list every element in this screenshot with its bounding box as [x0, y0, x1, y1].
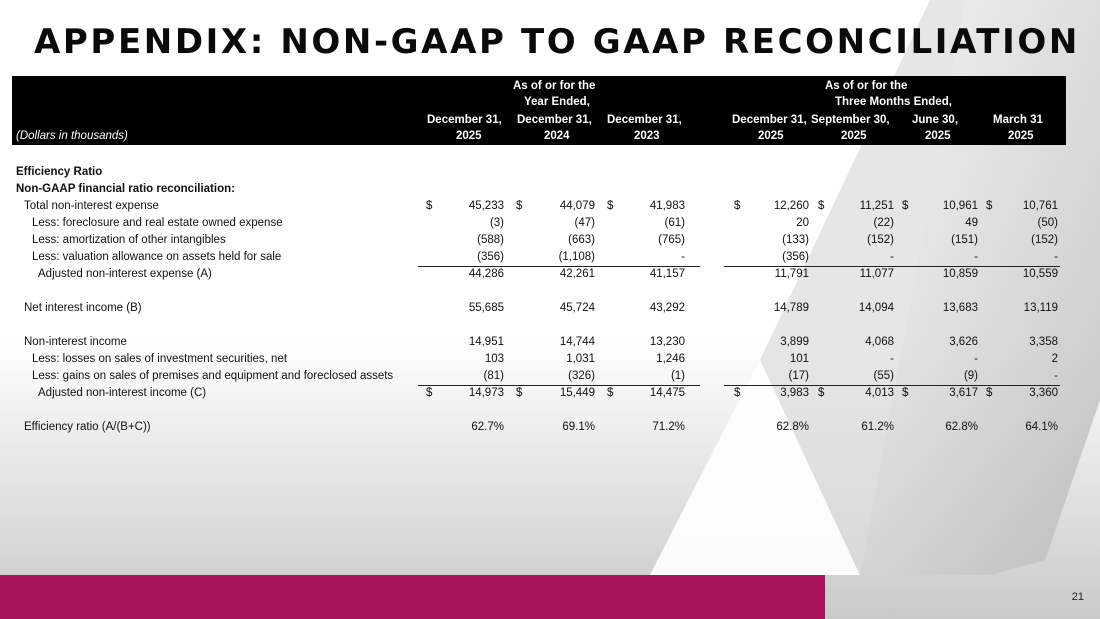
table-cell: 14,973 [468, 387, 504, 399]
table-cell: 3,983 [780, 387, 809, 399]
table-row [0, 336, 1100, 353]
table-cell: - [890, 353, 894, 365]
table-cell: 62.8% [945, 421, 978, 433]
table-cell: (17) [788, 370, 809, 382]
col-header-2-year: 2024 [544, 130, 570, 142]
table-cell: (1) [670, 370, 685, 382]
table-cell: (765) [658, 234, 685, 246]
table-cell: (61) [664, 217, 685, 229]
table-cell: 103 [484, 353, 504, 365]
table-cell: 3,899 [780, 336, 809, 348]
col-header-1: December 31, [427, 114, 502, 126]
table-row [0, 387, 1100, 404]
dollar-sign: $ [986, 387, 993, 399]
table-cell: 10,859 [942, 268, 978, 280]
table-cell: 11,251 [859, 200, 894, 212]
dollar-sign: $ [734, 200, 741, 212]
table-cell: 11,077 [859, 268, 894, 280]
dollar-sign: $ [902, 200, 909, 212]
table-row [0, 353, 1100, 370]
group1-header-line2: Year Ended, [524, 96, 590, 108]
dollar-sign: $ [734, 387, 741, 399]
dollar-sign: $ [426, 387, 433, 399]
table-cell: (663) [568, 234, 595, 246]
table-cell: (1,108) [558, 251, 595, 263]
col-header-4: December 31, [732, 114, 807, 126]
table-cell: (3) [489, 217, 504, 229]
table-row [0, 200, 1100, 217]
table-cell: 13,230 [649, 336, 685, 348]
dollar-sign: $ [986, 200, 993, 212]
row-label: Non-GAAP financial ratio reconciliation: [16, 183, 235, 195]
subtotal-rule [418, 266, 700, 267]
dollar-sign: $ [426, 200, 433, 212]
table-row [0, 183, 1100, 200]
table-cell: 10,761 [1022, 200, 1058, 212]
col-header-5: September 30, [811, 114, 890, 126]
table-cell: (47) [574, 217, 595, 229]
table-cell: 2 [1051, 353, 1058, 365]
table-cell: 10,559 [1022, 268, 1058, 280]
table-cell: 71.2% [652, 421, 685, 433]
col-header-4-year: 2025 [758, 130, 784, 142]
table-cell: 43,292 [649, 302, 685, 314]
group1-header-line1: As of or for the [513, 80, 596, 92]
table-cell: 62.7% [471, 421, 504, 433]
table-cell: 69.1% [562, 421, 595, 433]
row-label: Non-interest income [24, 336, 127, 348]
table-cell: - [890, 251, 894, 263]
table-row [0, 234, 1100, 251]
subtotal-rule [724, 385, 1060, 386]
row-label: Adjusted non-interest expense (A) [38, 268, 212, 280]
table-row [0, 421, 1100, 438]
table-cell: 4,068 [865, 336, 894, 348]
table-cell: 13,119 [1023, 302, 1058, 314]
col-header-7-year: 2025 [1008, 130, 1034, 142]
col-header-3-year: 2023 [634, 130, 660, 142]
table-cell: (356) [477, 251, 504, 263]
table-cell: 44,286 [468, 268, 504, 280]
table-cell: 14,475 [649, 387, 685, 399]
row-label: Efficiency Ratio [16, 166, 103, 178]
table-cell: 41,157 [649, 268, 685, 280]
col-header-6-year: 2025 [925, 130, 951, 142]
table-cell: - [974, 353, 978, 365]
col-header-5-year: 2025 [841, 130, 867, 142]
table-cell: 41,983 [649, 200, 685, 212]
col-header-7: March 31 [993, 114, 1043, 126]
table-cell: 101 [789, 353, 809, 365]
table-cell: 61.2% [861, 421, 894, 433]
units-label: (Dollars in thousands) [16, 130, 128, 142]
dollar-sign: $ [818, 387, 825, 399]
dollar-sign: $ [818, 200, 825, 212]
table-cell: 62.8% [776, 421, 809, 433]
table-cell: (356) [782, 251, 809, 263]
row-label: Less: foreclosure and real estate owned expense [32, 217, 283, 229]
table-cell: (152) [1031, 234, 1058, 246]
table-cell: 55,685 [468, 302, 504, 314]
table-cell: - [1054, 370, 1058, 382]
page-number: 21 [1071, 591, 1084, 603]
table-cell: 10,961 [942, 200, 978, 212]
row-label: Total non-interest expense [24, 200, 159, 212]
col-header-6: June 30, [912, 114, 959, 126]
table-row [0, 217, 1100, 234]
row-label: Efficiency ratio (A/(B+C)) [24, 421, 151, 433]
table-cell: (588) [477, 234, 504, 246]
table-cell: 49 [965, 217, 978, 229]
row-label: Less: amortization of other intangibles [32, 234, 226, 246]
row-label: Less: valuation allowance on assets held for sale [32, 251, 282, 263]
dollar-sign: $ [607, 200, 614, 212]
table-row [0, 302, 1100, 319]
table-cell: 20 [796, 217, 809, 229]
row-label: Net interest income (B) [24, 302, 142, 314]
dollar-sign: $ [516, 387, 523, 399]
table-cell: (151) [951, 234, 978, 246]
table-cell: (9) [963, 370, 978, 382]
table-row [0, 268, 1100, 285]
table-cell: (22) [873, 217, 894, 229]
subtotal-rule [724, 266, 1060, 267]
row-label: Less: losses on sales of investment securities, net [32, 353, 288, 365]
table-cell: (55) [873, 370, 894, 382]
col-header-2: December 31, [517, 114, 592, 126]
group2-header-line1: As of or for the [825, 80, 908, 92]
dollar-sign: $ [607, 387, 614, 399]
table-row [0, 166, 1100, 183]
table-cell: 14,789 [773, 302, 809, 314]
table-cell: (326) [568, 370, 595, 382]
dollar-sign: $ [516, 200, 523, 212]
table-cell: 64.1% [1025, 421, 1058, 433]
col-header-3: December 31, [607, 114, 682, 126]
table-cell: 3,617 [949, 387, 978, 399]
group2-header-line2: Three Months Ended, [835, 96, 952, 108]
table-cell: 3,626 [949, 336, 978, 348]
table-cell: 3,360 [1029, 387, 1058, 399]
row-label: Less: gains on sales of premises and equipment and foreclosed assets [32, 370, 394, 382]
dollar-sign: $ [902, 387, 909, 399]
table-cell: 1,031 [566, 353, 595, 365]
table-cell: 11,791 [774, 268, 809, 280]
table-cell: (81) [483, 370, 504, 382]
col-header-1-year: 2025 [456, 130, 482, 142]
table-cell: (152) [867, 234, 894, 246]
subtotal-rule [418, 385, 700, 386]
table-cell: 44,079 [559, 200, 595, 212]
table-cell: - [681, 251, 685, 263]
page-title: APPENDIX: NON-GAAP TO GAAP RECONCILIATION [34, 22, 1080, 62]
table-cell: 14,094 [858, 302, 894, 314]
table-cell: - [974, 251, 978, 263]
row-label: Adjusted non-interest income (C) [38, 387, 207, 399]
table-cell: (133) [782, 234, 809, 246]
table-cell: 45,233 [468, 200, 504, 212]
table-cell: 13,683 [942, 302, 978, 314]
table-cell: 3,358 [1029, 336, 1058, 348]
table-cell: 12,260 [773, 200, 809, 212]
table-cell: (50) [1037, 217, 1058, 229]
table-cell: 42,261 [559, 268, 595, 280]
table-cell: 14,951 [468, 336, 504, 348]
table-cell: 45,724 [559, 302, 595, 314]
table-cell: 14,744 [559, 336, 595, 348]
table-cell: 15,449 [559, 387, 595, 399]
table-cell: - [1054, 251, 1058, 263]
table-cell: 4,013 [865, 387, 894, 399]
table-cell: 1,246 [656, 353, 685, 365]
